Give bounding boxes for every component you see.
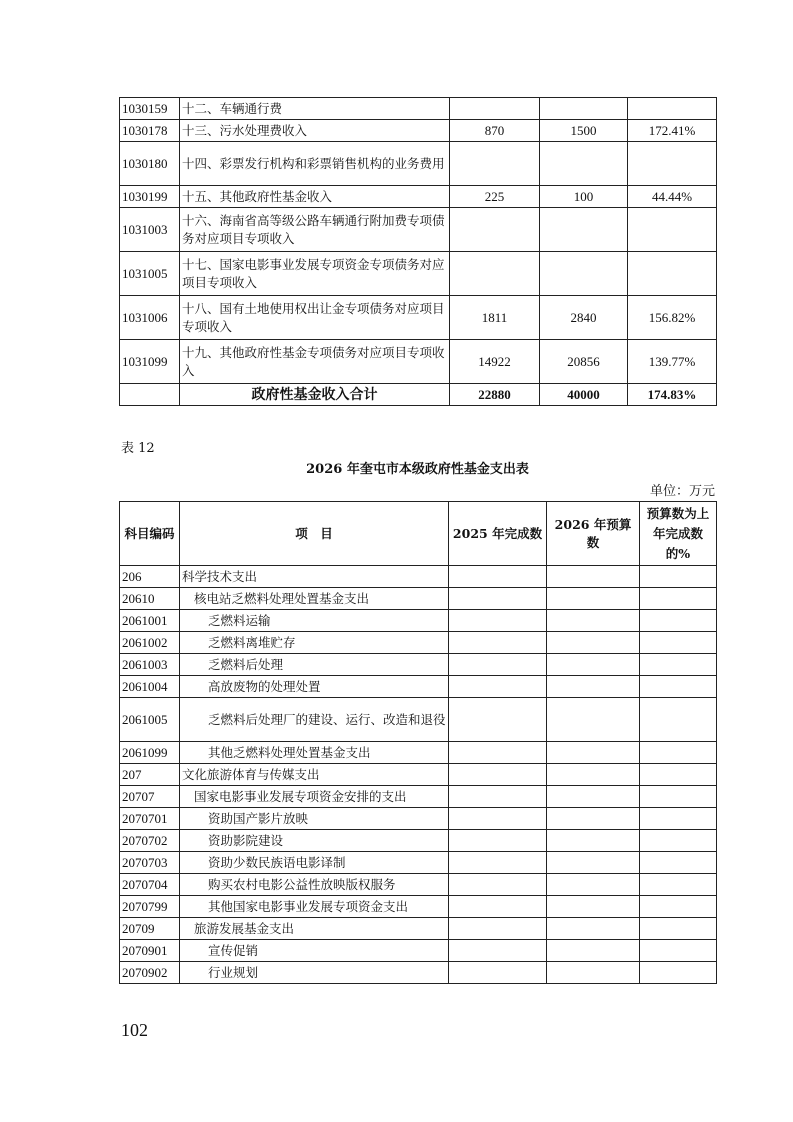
- value-2026: 100: [540, 186, 628, 208]
- value-2025: [449, 764, 547, 786]
- value-2026: [547, 742, 640, 764]
- row-name: 乏燃料后处理: [180, 654, 449, 676]
- table-row: [120, 142, 717, 186]
- row-name: 十四、彩票发行机构和彩票销售机构的业务费用: [180, 142, 450, 186]
- row-code: 2070704: [120, 874, 180, 896]
- table-row: [120, 830, 717, 852]
- value-pct: [640, 742, 717, 764]
- table-row: [120, 676, 717, 698]
- row-code: 1031003: [120, 208, 180, 252]
- table-row: [120, 940, 717, 962]
- row-name: 十五、其他政府性基金收入: [180, 186, 450, 208]
- value-pct: [628, 252, 717, 296]
- value-pct: [640, 896, 717, 918]
- table-row: [120, 340, 717, 384]
- value-2025: [449, 742, 547, 764]
- table-row: [120, 698, 717, 742]
- table-row: [120, 808, 717, 830]
- value-2026: [547, 566, 640, 588]
- value-2026: [540, 98, 628, 120]
- value-2026: [547, 786, 640, 808]
- row-name: 乏燃料离堆贮存: [180, 632, 449, 654]
- value-pct: [640, 808, 717, 830]
- row-code: 1030159: [120, 98, 180, 120]
- row-code: 2061001: [120, 610, 180, 632]
- table-row: [120, 852, 717, 874]
- value-pct: [640, 632, 717, 654]
- value-2026: [547, 918, 640, 940]
- page-number: 102: [121, 1020, 148, 1040]
- value-2025: 225: [450, 186, 540, 208]
- value-pct: [640, 676, 717, 698]
- row-code: 1030180: [120, 142, 180, 186]
- table-row: [120, 654, 717, 676]
- value-pct: 139.77%: [628, 340, 717, 384]
- row-code: 2070702: [120, 830, 180, 852]
- table-row: [120, 874, 717, 896]
- header-2026: 2026 年预算数: [547, 502, 640, 566]
- value-2026: [540, 208, 628, 252]
- value-2026: [547, 610, 640, 632]
- value-2025: [450, 142, 540, 186]
- row-name: 乏燃料运输: [180, 610, 449, 632]
- row-name: 十七、国家电影事业发展专项资金专项债务对应项目专项收入: [180, 252, 450, 296]
- row-name: 十九、其他政府性基金专项债务对应项目专项收入: [180, 340, 450, 384]
- value-2026: [547, 698, 640, 742]
- row-name: 核电站乏燃料处理处置基金支出: [180, 588, 449, 610]
- table-title: 2026 年奎屯市本级政府性基金支出表: [306, 462, 529, 477]
- value-2026: [547, 588, 640, 610]
- row-name: 资助国产影片放映: [180, 808, 449, 830]
- row-name: 十三、污水处理费收入: [180, 120, 450, 142]
- value-2025: [449, 918, 547, 940]
- value-pct: [640, 588, 717, 610]
- total-code: [120, 384, 180, 406]
- header-code: 科目编码: [120, 502, 180, 566]
- row-name: 文化旅游体育与传媒支出: [180, 764, 449, 786]
- table-row: [120, 742, 717, 764]
- row-code: 20709: [120, 918, 180, 940]
- table-row: [120, 610, 717, 632]
- value-pct: [640, 566, 717, 588]
- value-2025: [449, 874, 547, 896]
- row-code: 2061003: [120, 654, 180, 676]
- value-pct: [640, 830, 717, 852]
- row-name: 资助影院建设: [180, 830, 449, 852]
- row-name: 十八、国有土地使用权出让金专项债务对应项目专项收入: [180, 296, 450, 340]
- row-code: 1031005: [120, 252, 180, 296]
- row-code: 1030199: [120, 186, 180, 208]
- table-row: [120, 632, 717, 654]
- value-2025: [449, 610, 547, 632]
- value-pct: [628, 98, 717, 120]
- value-2025: [449, 588, 547, 610]
- value-2025: [449, 852, 547, 874]
- row-name: 宣传促销: [180, 940, 449, 962]
- row-name: 高放废物的处理处置: [180, 676, 449, 698]
- table-row: [120, 208, 717, 252]
- table-row: [120, 120, 717, 142]
- row-code: 1030178: [120, 120, 180, 142]
- value-pct: [640, 764, 717, 786]
- header-2025: 2025 年完成数: [449, 502, 547, 566]
- row-code: 207: [120, 764, 180, 786]
- row-code: 2061099: [120, 742, 180, 764]
- value-2025: [449, 632, 547, 654]
- value-2026: [547, 808, 640, 830]
- value-2025: [450, 208, 540, 252]
- value-2025: [450, 252, 540, 296]
- row-name: 购买农村电影公益性放映版权服务: [180, 874, 449, 896]
- value-pct: [640, 962, 717, 984]
- value-2025: [449, 830, 547, 852]
- row-code: 2070701: [120, 808, 180, 830]
- value-pct: [640, 610, 717, 632]
- value-2025: [449, 962, 547, 984]
- table-row: [120, 918, 717, 940]
- value-2026: [547, 940, 640, 962]
- value-2026: [547, 632, 640, 654]
- row-code: 1031006: [120, 296, 180, 340]
- row-name: 资助少数民族语电影译制: [180, 852, 449, 874]
- value-2025: [449, 808, 547, 830]
- value-2026: [547, 654, 640, 676]
- row-code: 206: [120, 566, 180, 588]
- value-2026: [547, 764, 640, 786]
- total-2025: 22880: [450, 384, 540, 406]
- value-2025: [449, 566, 547, 588]
- value-pct: [628, 208, 717, 252]
- row-name: 旅游发展基金支出: [180, 918, 449, 940]
- value-pct: 44.44%: [628, 186, 717, 208]
- value-2025: [450, 98, 540, 120]
- row-name: 十六、海南省高等级公路车辆通行附加费专项债务对应项目专项收入: [180, 208, 450, 252]
- value-2026: [540, 252, 628, 296]
- value-2025: 14922: [450, 340, 540, 384]
- value-2025: 870: [450, 120, 540, 142]
- value-2026: 1500: [540, 120, 628, 142]
- revenue-table-continued: [119, 97, 717, 406]
- value-pct: [628, 142, 717, 186]
- value-2026: [547, 896, 640, 918]
- expenditure-table: [119, 501, 717, 984]
- table-row: [120, 98, 717, 120]
- table-row: [120, 252, 717, 296]
- header-name: 项 目: [180, 502, 449, 566]
- row-name: 其他乏燃料处理处置基金支出: [180, 742, 449, 764]
- total-row: [120, 384, 717, 406]
- value-pct: 172.41%: [628, 120, 717, 142]
- value-2025: [449, 896, 547, 918]
- value-pct: [640, 654, 717, 676]
- table-row: [120, 786, 717, 808]
- row-name: 乏燃料后处理厂的建设、运行、改造和退役: [180, 698, 449, 742]
- value-2026: [547, 830, 640, 852]
- value-2026: [547, 962, 640, 984]
- value-pct: [640, 918, 717, 940]
- value-pct: [640, 698, 717, 742]
- value-2025: [449, 786, 547, 808]
- total-pct: 174.83%: [628, 384, 717, 406]
- row-code: 2070703: [120, 852, 180, 874]
- table-row: [120, 296, 717, 340]
- table-row: [120, 962, 717, 984]
- value-2025: 1811: [450, 296, 540, 340]
- row-code: 2061004: [120, 676, 180, 698]
- total-2026: 40000: [540, 384, 628, 406]
- value-2025: [449, 676, 547, 698]
- row-name: 十二、车辆通行费: [180, 98, 450, 120]
- row-code: 2061002: [120, 632, 180, 654]
- value-2026: 2840: [540, 296, 628, 340]
- value-2025: [449, 940, 547, 962]
- table-row: [120, 588, 717, 610]
- unit-label: 单位：万元: [649, 484, 715, 499]
- value-pct: [640, 940, 717, 962]
- value-2026: [540, 142, 628, 186]
- row-code: 2070902: [120, 962, 180, 984]
- table-row: [120, 764, 717, 786]
- value-2026: [547, 852, 640, 874]
- value-pct: [640, 786, 717, 808]
- row-name: 行业规划: [180, 962, 449, 984]
- value-pct: 156.82%: [628, 296, 717, 340]
- header-pct: 预算数为上年完成数的%: [640, 502, 717, 566]
- header-row: [120, 502, 717, 566]
- row-code: 2070901: [120, 940, 180, 962]
- row-code: 2070799: [120, 896, 180, 918]
- table-row: [120, 566, 717, 588]
- row-name: 国家电影事业发展专项资金安排的支出: [180, 786, 449, 808]
- table-row: [120, 896, 717, 918]
- total-label: 政府性基金收入合计: [180, 384, 450, 406]
- row-code: 20707: [120, 786, 180, 808]
- value-pct: [640, 874, 717, 896]
- row-name: 其他国家电影事业发展专项资金支出: [180, 896, 449, 918]
- value-2025: [449, 654, 547, 676]
- value-2026: [547, 676, 640, 698]
- table-label: 表 12: [121, 441, 155, 456]
- value-pct: [640, 852, 717, 874]
- value-2026: 20856: [540, 340, 628, 384]
- table-row: [120, 186, 717, 208]
- row-name: 科学技术支出: [180, 566, 449, 588]
- row-code: 2061005: [120, 698, 180, 742]
- value-2025: [449, 698, 547, 742]
- row-code: 1031099: [120, 340, 180, 384]
- row-code: 20610: [120, 588, 180, 610]
- value-2026: [547, 874, 640, 896]
